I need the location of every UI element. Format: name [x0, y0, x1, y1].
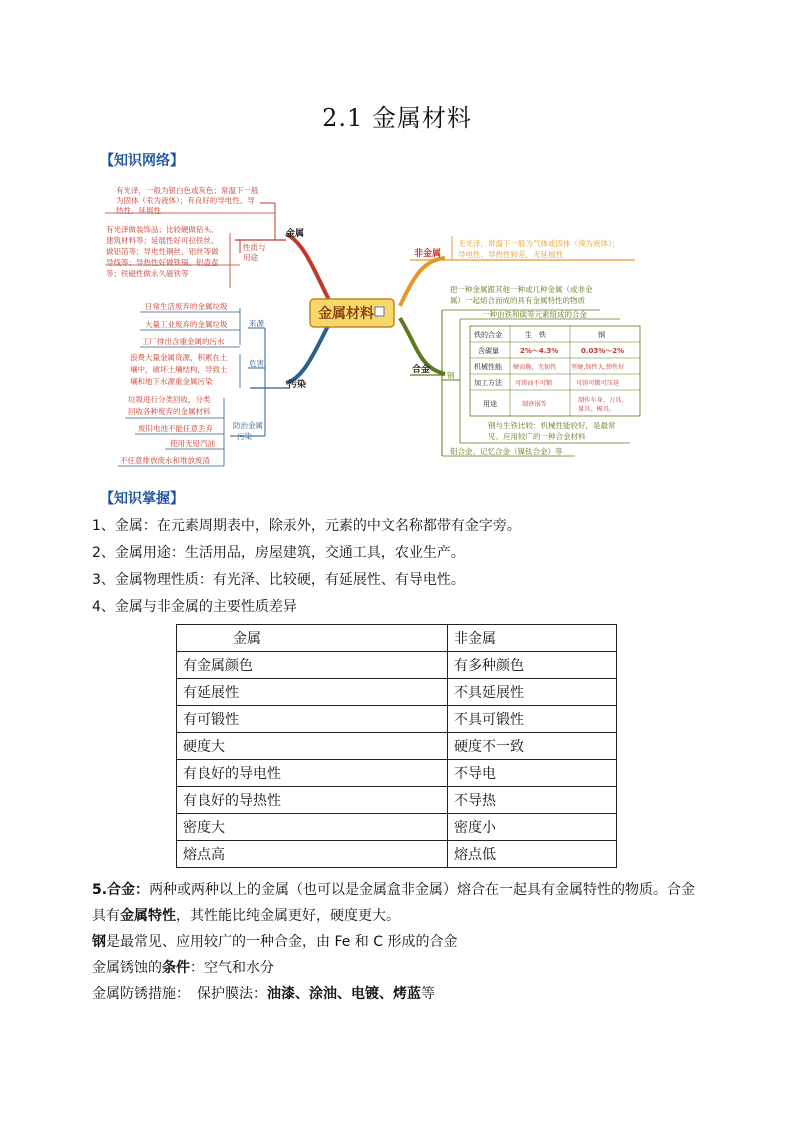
point-2: 2、金属用途：生活用品，房屋建筑，交通工具，农业生产。	[92, 545, 465, 561]
table-row: 有金属颜色 有多种颜色	[177, 652, 617, 679]
metal-use-label: 性质与 用途	[243, 243, 266, 262]
metal-label: 金属	[286, 229, 305, 239]
svg-text:2%～4.3% 0.03%～2%: 2%～4.3% 0.03%～2%	[520, 347, 625, 355]
pollution-sources: 日常生活废弃的金属垃圾 大量工业废弃的金属垃圾 工厂排出含重金属的污水	[142, 302, 228, 346]
pollution-prevent: 垃圾进行分类回收，分类 回收各种废弃的金属材料 废旧电池不能任意丢弃 使用无铅汽油 不任意排放废水和堆放废渣	[120, 395, 215, 465]
note-icon	[375, 307, 384, 316]
other-alloys: 钼合金、记忆合金（镍钛合金）等	[450, 447, 563, 456]
steel-note: 钢与生铁比较：机械性能较好，是最常 见、应用较广的一种合金材料	[488, 421, 616, 441]
branch-metal-curve	[286, 234, 332, 306]
table-row: 有良好的导热性 不导热	[177, 787, 617, 814]
nonmetal-label: 非金属	[414, 249, 442, 259]
svg-text:硬而脆，无韧性 坚硬,韧性大,弹性好 可铸而: 硬而脆，无韧性 坚硬,韧性大,弹性好 可铸而不可锻 可铸可锻可压延 制铁锅等 制作车身、刀具、 量具、模具。	[513, 364, 628, 413]
steel-label: 钢	[447, 371, 455, 380]
alloy-paragraph: 5.合金：两种或两种以上的金属（也可以是金属盒非金属）熔合在一起具有金属特性的物质。合金 具有金属特性，其性能比纯金属更好，硬度更大。 钢是最常见、应用较广的一种合金，由 Fe 和 C 形成的合金 金属锈蚀的条件：空气和水分 金属防锈措施： 保护膜法：油漆、涂油、电镀、烤蓝等	[92, 882, 696, 1002]
table-row: 有延展性 不具延展性	[177, 679, 617, 706]
pollution-harm-label: 危害	[249, 359, 264, 368]
pollution-prevent-label: 防治金属 污染	[233, 421, 263, 441]
steel-def: 一种由铁和碳等元素组成的合金	[482, 310, 587, 319]
section-knowledge-network: 【知识网络】	[100, 153, 184, 169]
branch-nonmetal-curve	[400, 258, 445, 306]
table-row: 有可锻性 不具可锻性	[177, 706, 617, 733]
pollution-harm: 浪费大量金属资源，积累在土 壤中，破坏土壤结构，导致土 壤和地下水源重金属污染	[130, 353, 228, 386]
nonmetal-desc: 无光泽，常温下一般为气体或固体（溴为液体）； 导电性、导热性较差，无延展性	[458, 239, 620, 259]
point-4: 4、金属与非金属的主要性质差异	[92, 599, 297, 615]
section-knowledge-mastery: 【知识掌握】	[100, 491, 184, 507]
metal-uses: 有光泽做装饰品；比较硬做钻头、 建筑材料等；延展性好可拉铁丝、 做铝箔等；导电性铜丝、铝丝等做 导线等；导热性好做铁锅、铝壶壶 等；铁磁性做永久磁铁等	[106, 225, 219, 278]
pollution-label: 污染	[288, 380, 307, 390]
point-1: 1、金属：在元素周期表中，除汞外，元素的中文名称都带有金字旁。	[92, 518, 521, 534]
metal-nonmetal-table	[176, 624, 617, 868]
alloy-def: 把一种金属跟其他一种或几种金属（或非金 属）一起熔合而成的具有金属特性的物质	[450, 285, 593, 305]
table-row: 硬度大 硬度不一致	[177, 733, 617, 760]
table-header-row: 金属 非金属	[177, 625, 617, 652]
alloy-label: 合金	[412, 365, 431, 375]
table-row: 熔点高 熔点低	[177, 841, 617, 868]
center-label: 金属材料	[318, 306, 374, 322]
mind-map	[100, 178, 660, 470]
metal-desc: 有光泽，一般为银白色或灰色；常温下一般 为固体（汞为液体）；有良好的导电性、导 热性、延展性	[116, 186, 259, 215]
pollution-source-label: 来源	[249, 319, 264, 328]
point-3: 3、金属物理性质：有光泽、比较硬，有延展性、有导电性。	[92, 572, 465, 588]
table-row: 密度大 密度小	[177, 814, 617, 841]
svg-text:铁的合金 生 铁 钢 含碳量: 铁的合金 生 铁 钢 含碳量 机械性能 加工方法 用途	[474, 331, 605, 408]
table-row: 有良好的导电性 不导电	[177, 760, 617, 787]
page-title: 2.1 金属材料	[322, 104, 472, 132]
